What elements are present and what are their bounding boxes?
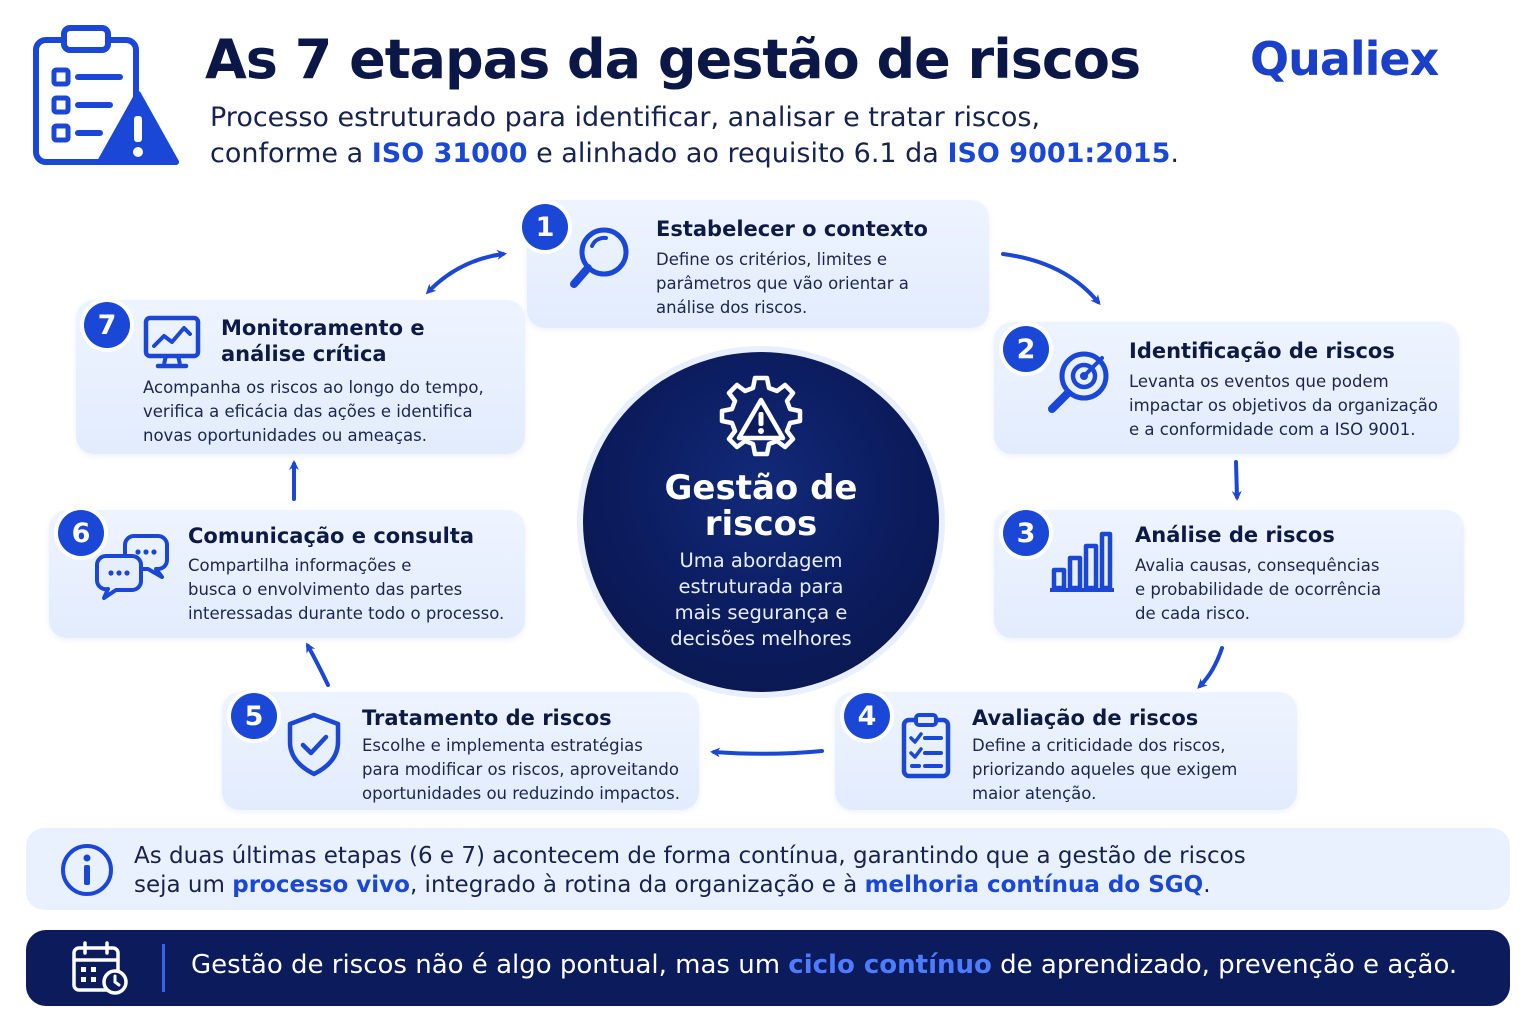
step-3-description [1135,554,1381,626]
step-1-line: parâmetros que vão orientar a [656,274,909,293]
calendar-cycle-icon [70,940,130,996]
arrow-2-to-3 [1236,462,1237,497]
step-2-line: impactar os objetivos da organização [1129,396,1439,415]
step-6-line: busca o envolvimento das partes [188,580,463,599]
subtitle-line-1: Processo estruturado para identificar, analisar e tratar riscos, [210,102,1041,133]
footer-text-part: Gestão de riscos não é algo pontual, mas um [191,950,789,980]
step-4-description [972,734,1237,806]
step-1-description [656,248,909,320]
step-7-title-line: análise crítica [221,342,387,366]
center-subtitle [633,548,889,652]
step-2-line: e a conformidade com a ISO 9001. [1129,420,1416,439]
iso-9001-highlight: ISO 9001:2015 [947,138,1171,169]
subtitle-text: conforme a [210,138,372,169]
step-2-title: Identificação de riscos [1129,339,1395,363]
ciclo-continuo-highlight: ciclo contínuo [788,950,992,980]
center-subtitle-line: mais segurança e [674,601,848,624]
melhoria-continua-highlight: melhoria contínua do SGQ [864,872,1204,898]
step-3-line: de cada risco. [1135,604,1250,623]
step-5-number: 5 [231,693,277,739]
step-3-title: Análise de riscos [1135,523,1335,547]
step-7-number: 7 [84,302,130,348]
step-6-title: Comunicação e consulta [188,524,475,548]
step-6-line: Compartilha informações e [188,556,412,575]
center-subtitle-line: Uma abordagem [679,549,843,572]
arrow-3-to-4 [1200,648,1222,686]
info-icon [60,843,114,897]
center-title-line: Gestão de [664,468,858,508]
brand-logo: Qualiex [1250,32,1439,86]
step-5-title: Tratamento de riscos [362,706,612,730]
step-5-line: Escolhe e implementa estratégias [362,736,643,755]
step-1-number: 1 [522,204,568,250]
step-3-number: 3 [1003,510,1049,556]
target-search-icon [1044,348,1112,416]
arrow-1-to-2 [1003,254,1098,302]
step-2-description [1129,370,1438,442]
step-7-line: verifica a eficácia das ações e identifica [143,402,473,421]
arrow-5-to-6 [308,646,328,685]
step-1-line: análise dos riscos. [656,298,808,317]
step-7-title [221,315,425,367]
arrow-7-to-1 [430,254,503,290]
step-7-line: Acompanha os riscos ao longo do tempo, [143,378,484,397]
footer-text [191,950,1457,980]
step-5-line: para modificar os riscos, aproveitando [362,760,679,779]
step-5-description [362,734,680,806]
center-subtitle-line: estruturada para [678,575,844,598]
processo-vivo-highlight: processo vivo [232,872,410,898]
step-3-line: Avalia causas, consequências [1135,556,1380,575]
bar-chart-icon [1048,528,1116,596]
step-5-line: oportunidades ou reduzindo impactos. [362,784,681,803]
page-title: As 7 etapas da gestão de riscos [205,28,1141,91]
footer-text-part: de aprendizado, prevenção e ação. [991,950,1458,980]
step-4-line: Define a criticidade dos riscos, [972,736,1226,755]
step-7-line: novas oportunidades ou ameaças. [143,426,428,445]
shield-check-icon [280,710,348,778]
monitor-chart-icon [140,312,204,372]
info-text-part: seja um [134,872,233,898]
info-text [134,842,1474,900]
clipboard-warning-icon [30,22,180,172]
subtitle-text: e alinhado ao requisito 6.1 da [527,138,948,169]
step-2-number: 2 [1003,326,1049,372]
center-title [583,470,939,542]
info-line-1: As duas últimas etapas (6 e 7) acontecem de forma contínua, garantindo que a gestão de riscos [134,843,1246,869]
step-6-line: interessadas durante todo o processo. [188,604,505,623]
step-1-title: Estabelecer o contexto [656,217,928,241]
footer-divider [162,944,165,992]
step-4-line: maior atenção. [972,784,1097,803]
step-1-line: Define os critérios, limites e [656,250,888,269]
info-text-part: , integrado à rotina da organização e à [409,872,865,898]
step-4-line: priorizando aqueles que exigem [972,760,1238,779]
subtitle-line-2 [210,136,1179,172]
page-subtitle [210,100,1179,172]
info-text-part: . [1203,872,1211,898]
gear-warning-icon [717,372,805,460]
chat-bubbles-icon [94,530,170,602]
step-6-number: 6 [58,510,104,556]
step-7-title-line: Monitoramento e [221,316,425,340]
step-4-number: 4 [844,693,890,739]
subtitle-text: . [1170,138,1179,169]
arrow-4-to-5 [714,751,822,754]
step-2-line: Levanta os eventos que podem [1129,372,1389,391]
magnifier-icon [566,224,634,292]
info-line-2 [134,871,1474,900]
step-4-title: Avaliação de riscos [972,706,1199,730]
center-subtitle-line: decisões melhores [670,627,852,650]
center-title-line: riscos [704,504,818,544]
iso-31000-highlight: ISO 31000 [371,138,528,169]
step-6-description [188,554,504,626]
step-3-line: e probabilidade de ocorrência [1135,580,1382,599]
checklist-icon [892,712,960,780]
step-7-description [143,376,484,448]
